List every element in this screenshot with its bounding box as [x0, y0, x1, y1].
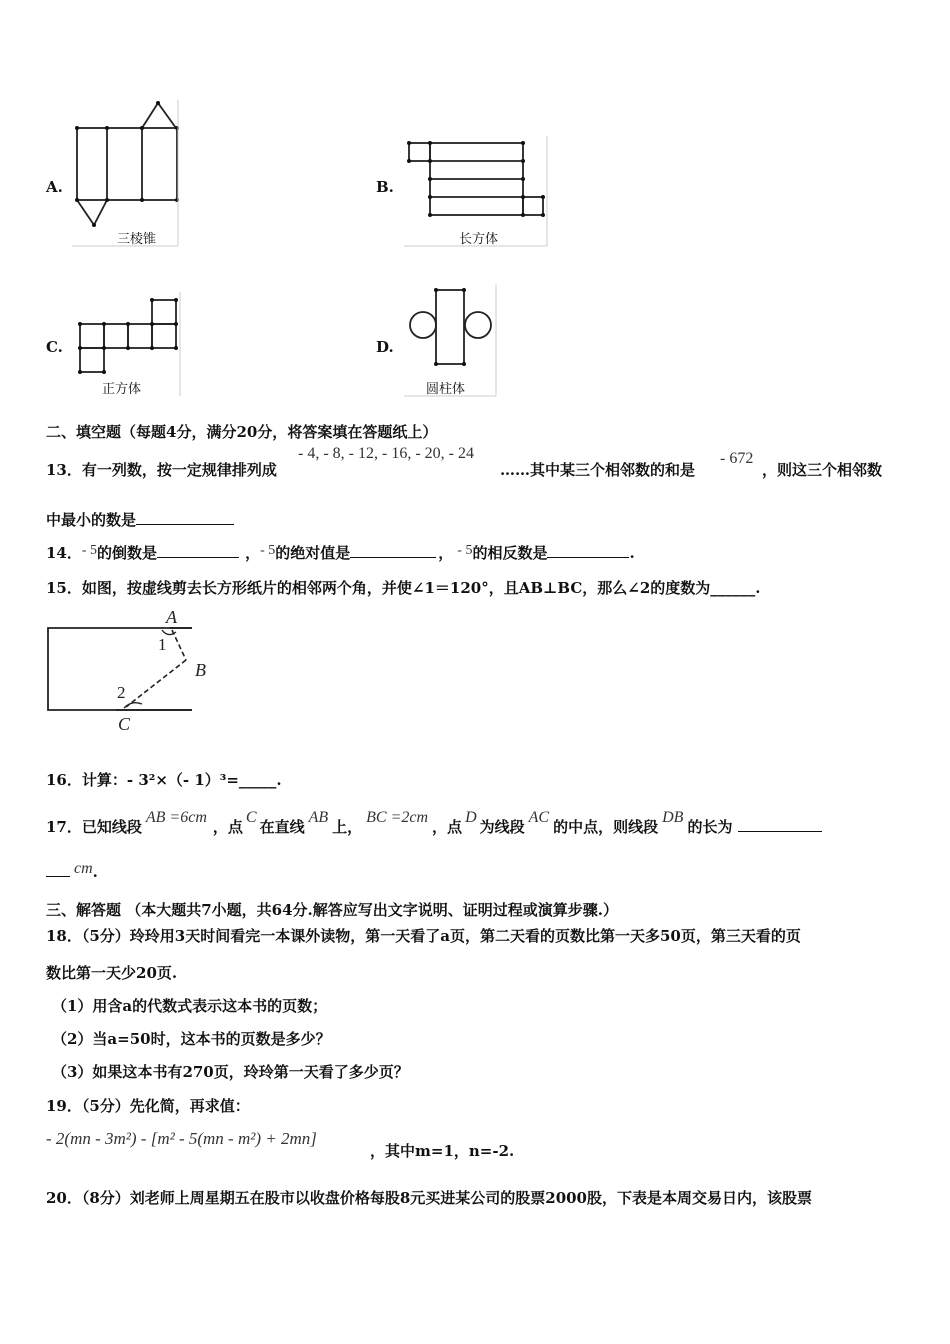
q14-neg5-a: - 5	[81, 543, 98, 558]
option-b-label: B.	[376, 178, 394, 196]
option-c-caption: 正方体	[102, 382, 142, 397]
option-a-figure	[72, 100, 182, 248]
q17-p1: ，点	[212, 818, 243, 836]
q13-sum: - 672	[720, 450, 754, 467]
q17-answer-blank	[738, 817, 822, 832]
q14-sep-2: ，	[438, 544, 454, 562]
q15-text: 15．如图，按虚线剪去长方形纸片的相邻两个角，并使∠1＝120°，且AB⊥BC，那么∠2的度数为______.	[46, 579, 761, 597]
q17-line	[46, 809, 822, 837]
q17-p2: 在直线	[259, 818, 305, 836]
q14-line	[46, 542, 635, 563]
q14-abs-blank	[350, 543, 436, 558]
q18-sub3: （3）如果这本书有270页，玲玲第一天看了多少页？	[52, 1063, 409, 1081]
q17-answer-blank-cont	[46, 862, 70, 877]
q13-sequence: - 4, - 8, - 12, - 16, - 20, - 24	[298, 445, 474, 462]
q14-neg5-c: - 5	[457, 543, 473, 558]
section-2-title: 二、填空题（每题4分，满分20分，将答案填在答题纸上）	[46, 423, 438, 441]
q13-prefix: 13．有一列数，按一定规律排列成	[46, 461, 277, 479]
option-d-label: D.	[376, 338, 394, 356]
q17-point-c: C	[245, 809, 257, 826]
q13-mid: ……其中某三个相邻数的和是	[500, 461, 696, 479]
q14-reciprocal-blank	[157, 543, 239, 558]
option-c-label: C.	[46, 338, 63, 356]
q14-opposite-text: 的相反数是	[472, 544, 548, 562]
q14-sep-1: ，	[245, 544, 261, 562]
q17-point-d: D	[465, 809, 477, 826]
q14-number: 14．	[46, 544, 82, 562]
q15-label-2: 2	[117, 683, 126, 702]
q17-p6: 的中点，则线段	[553, 818, 659, 836]
q14-abs-text: 的绝对值是	[275, 544, 351, 562]
q19-title: 19．（5分）先化简，再求值：	[46, 1097, 250, 1115]
section-3-title: 三、解答题 （本大题共7小题，共64分.解答应写出文字说明、证明过程或演算步骤.）	[46, 901, 618, 919]
q17-end: .	[92, 863, 98, 881]
q17-line-ab: AB	[308, 809, 329, 826]
q18-sub2: （2）当a=50时，这本书的页数是多少？	[52, 1030, 331, 1048]
option-a-label: A.	[46, 178, 63, 196]
q17-segment-db: DB	[662, 809, 684, 826]
q17-ab-length: AB =6cm	[145, 809, 207, 826]
q18-line2: 数比第一天少20页.	[46, 964, 178, 982]
q17-p7: 的长为	[687, 818, 733, 836]
q17-number: 17．已知线段	[46, 818, 142, 836]
q18-sub1: （1）用含a的代数式表示这本书的页数；	[52, 997, 328, 1015]
q17-segment-ac: AC	[528, 809, 550, 826]
option-b-caption: 长方体	[459, 232, 499, 247]
q14-reciprocal-text: 的倒数是	[97, 544, 158, 562]
q15-label-A: A	[166, 607, 177, 627]
q13-line2	[46, 509, 234, 530]
q16-text: 16．计算：- 3²×（- 1）³=_____.	[46, 771, 282, 789]
q13-tail: ，则这三个相邻数	[762, 461, 883, 479]
q13-line2-text: 中最小的数是	[46, 511, 137, 529]
q17-line2	[46, 862, 98, 882]
q17-p3: 上，	[332, 818, 363, 836]
q19-condition: ，其中m=1，n=-2.	[370, 1142, 515, 1160]
option-a-caption: 三棱锥	[117, 232, 157, 247]
q14-end: .	[629, 544, 635, 562]
q14-opposite-blank	[547, 543, 629, 558]
q17-unit: cm	[74, 860, 93, 877]
q15-figure	[40, 604, 210, 734]
q20-line1: 20．（8分）刘老师上周星期五在股市以收盘价格每股8元买进某公司的股票2000股，下表是本周交易日内，该股票	[46, 1189, 813, 1207]
q19-expression: - 2(mn - 3m²) - [m² - 5(mn - m²) + 2mn]	[46, 1129, 317, 1148]
q17-p5: 为线段	[479, 818, 525, 836]
q14-neg5-b: - 5	[260, 543, 276, 558]
q18-line1: 18．（5分）玲玲用3天时间看完一本课外读物，第一天看了a页，第二天看的页数比第一天多50页，第三天看的页	[46, 927, 801, 945]
q15-label-1: 1	[158, 635, 167, 654]
q15-label-C: C	[118, 714, 131, 734]
q17-bc-length: BC =2cm	[366, 809, 429, 826]
q15-label-B: B	[195, 660, 206, 680]
q13-answer-blank	[136, 510, 234, 525]
q17-p4: ，点	[432, 818, 463, 836]
option-d-caption: 圆柱体	[426, 382, 466, 397]
